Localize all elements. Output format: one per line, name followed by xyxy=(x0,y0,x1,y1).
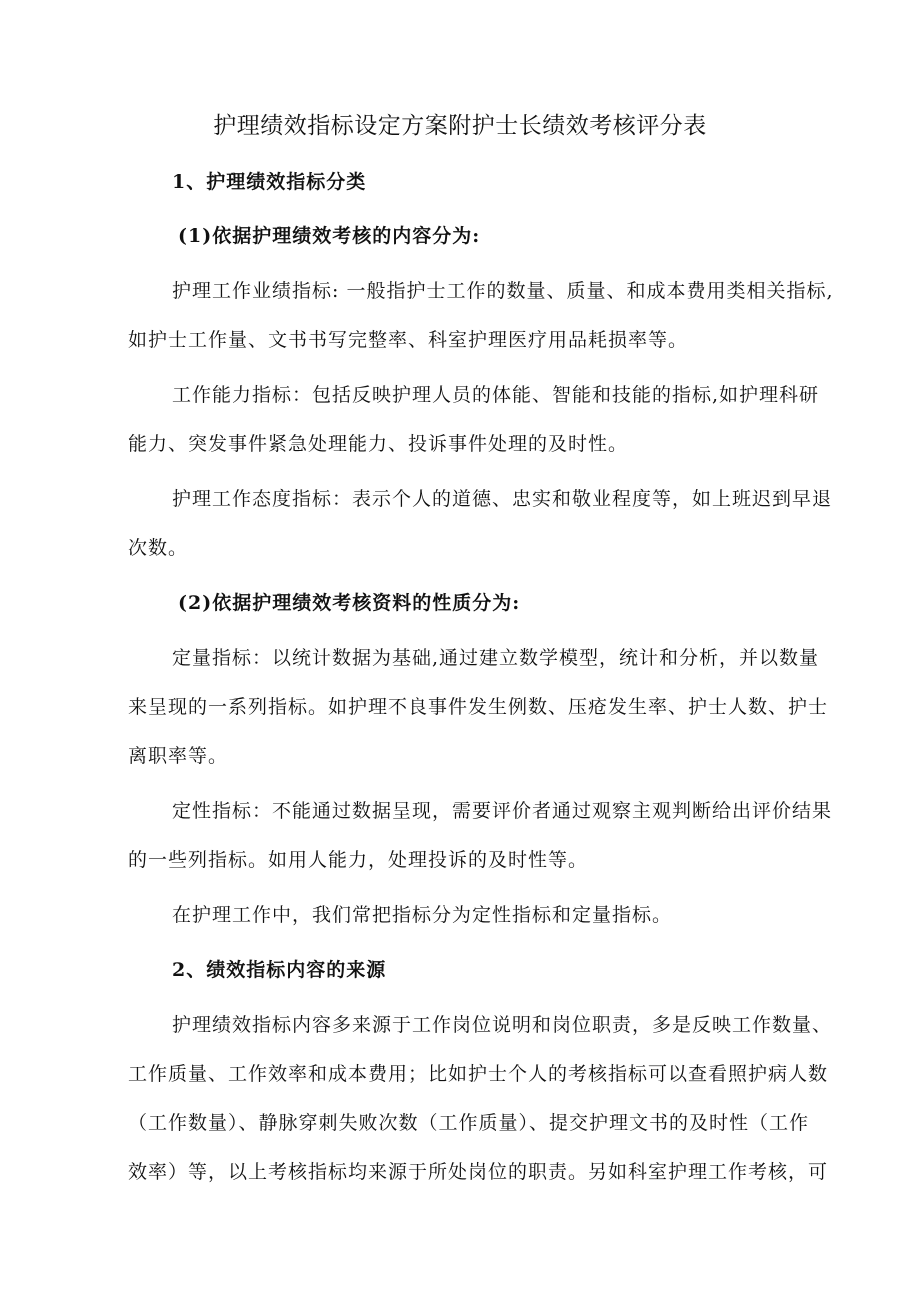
paragraph-line: 护理工作态度指标：表示个人的道德、忠实和敬业程度等，如上班迟到早退 xyxy=(172,488,833,510)
paragraph-line: 工作能力指标：包括反映护理人员的体能、智能和技能的指标,如护理科研 xyxy=(172,384,820,406)
section-2-heading: 2、绩效指标内容的来源 xyxy=(172,959,387,981)
paragraph-line: 如护士工作量、文书书写完整率、科室护理医疗用品耗损率等。 xyxy=(128,329,689,351)
section-1-heading: 1、护理绩效指标分类 xyxy=(172,171,367,193)
paragraph-line: 次数。 xyxy=(128,537,189,559)
subsection-2-heading: (2)依据护理绩效考核资料的性质分为: xyxy=(178,592,521,614)
paragraph-line: 效率）等，以上考核指标均来源于所处岗位的职责。另如科室护理工作考核，可 xyxy=(128,1161,829,1183)
paragraph-line: 定性指标：不能通过数据呈现，需要评价者通过观察主观判断给出评价结果 xyxy=(172,800,833,822)
paragraph-line: 的一些列指标。如用人能力，处理投诉的及时性等。 xyxy=(128,849,589,871)
paragraph-line: （工作数量）、静脉穿刺失败次数（工作质量）、提交护理文书的及时性（工作 xyxy=(128,1112,810,1134)
paragraph-line: 能力、突发事件紧急处理能力、投诉事件处理的及时性。 xyxy=(128,433,629,455)
paragraph-line: 工作质量、工作效率和成本费用；比如护士个人的考核指标可以查看照护病人数 xyxy=(128,1063,829,1085)
paragraph-line: 离职率等。 xyxy=(128,745,229,767)
paragraph-line: 护理绩效指标内容多来源于工作岗位说明和岗位职责，多是反映工作数量、 xyxy=(172,1014,833,1036)
document-title: 护理绩效指标设定方案附护士长绩效考核评分表 xyxy=(213,113,707,139)
paragraph-line: 定量指标：以统计数据为基础,通过建立数学模型，统计和分析，并以数量 xyxy=(172,647,820,669)
paragraph-line: 来呈现的一系列指标。如护理不良事件发生例数、压疮发生率、护士人数、护士 xyxy=(128,696,829,718)
paragraph-line: 在护理工作中，我们常把指标分为定性指标和定量指标。 xyxy=(172,904,673,926)
subsection-1-heading: (1)依据护理绩效考核的内容分为: xyxy=(178,225,481,247)
paragraph-line: 护理工作业绩指标: 一般指护士工作的数量、质量、和成本费用类相关指标, xyxy=(172,280,834,302)
